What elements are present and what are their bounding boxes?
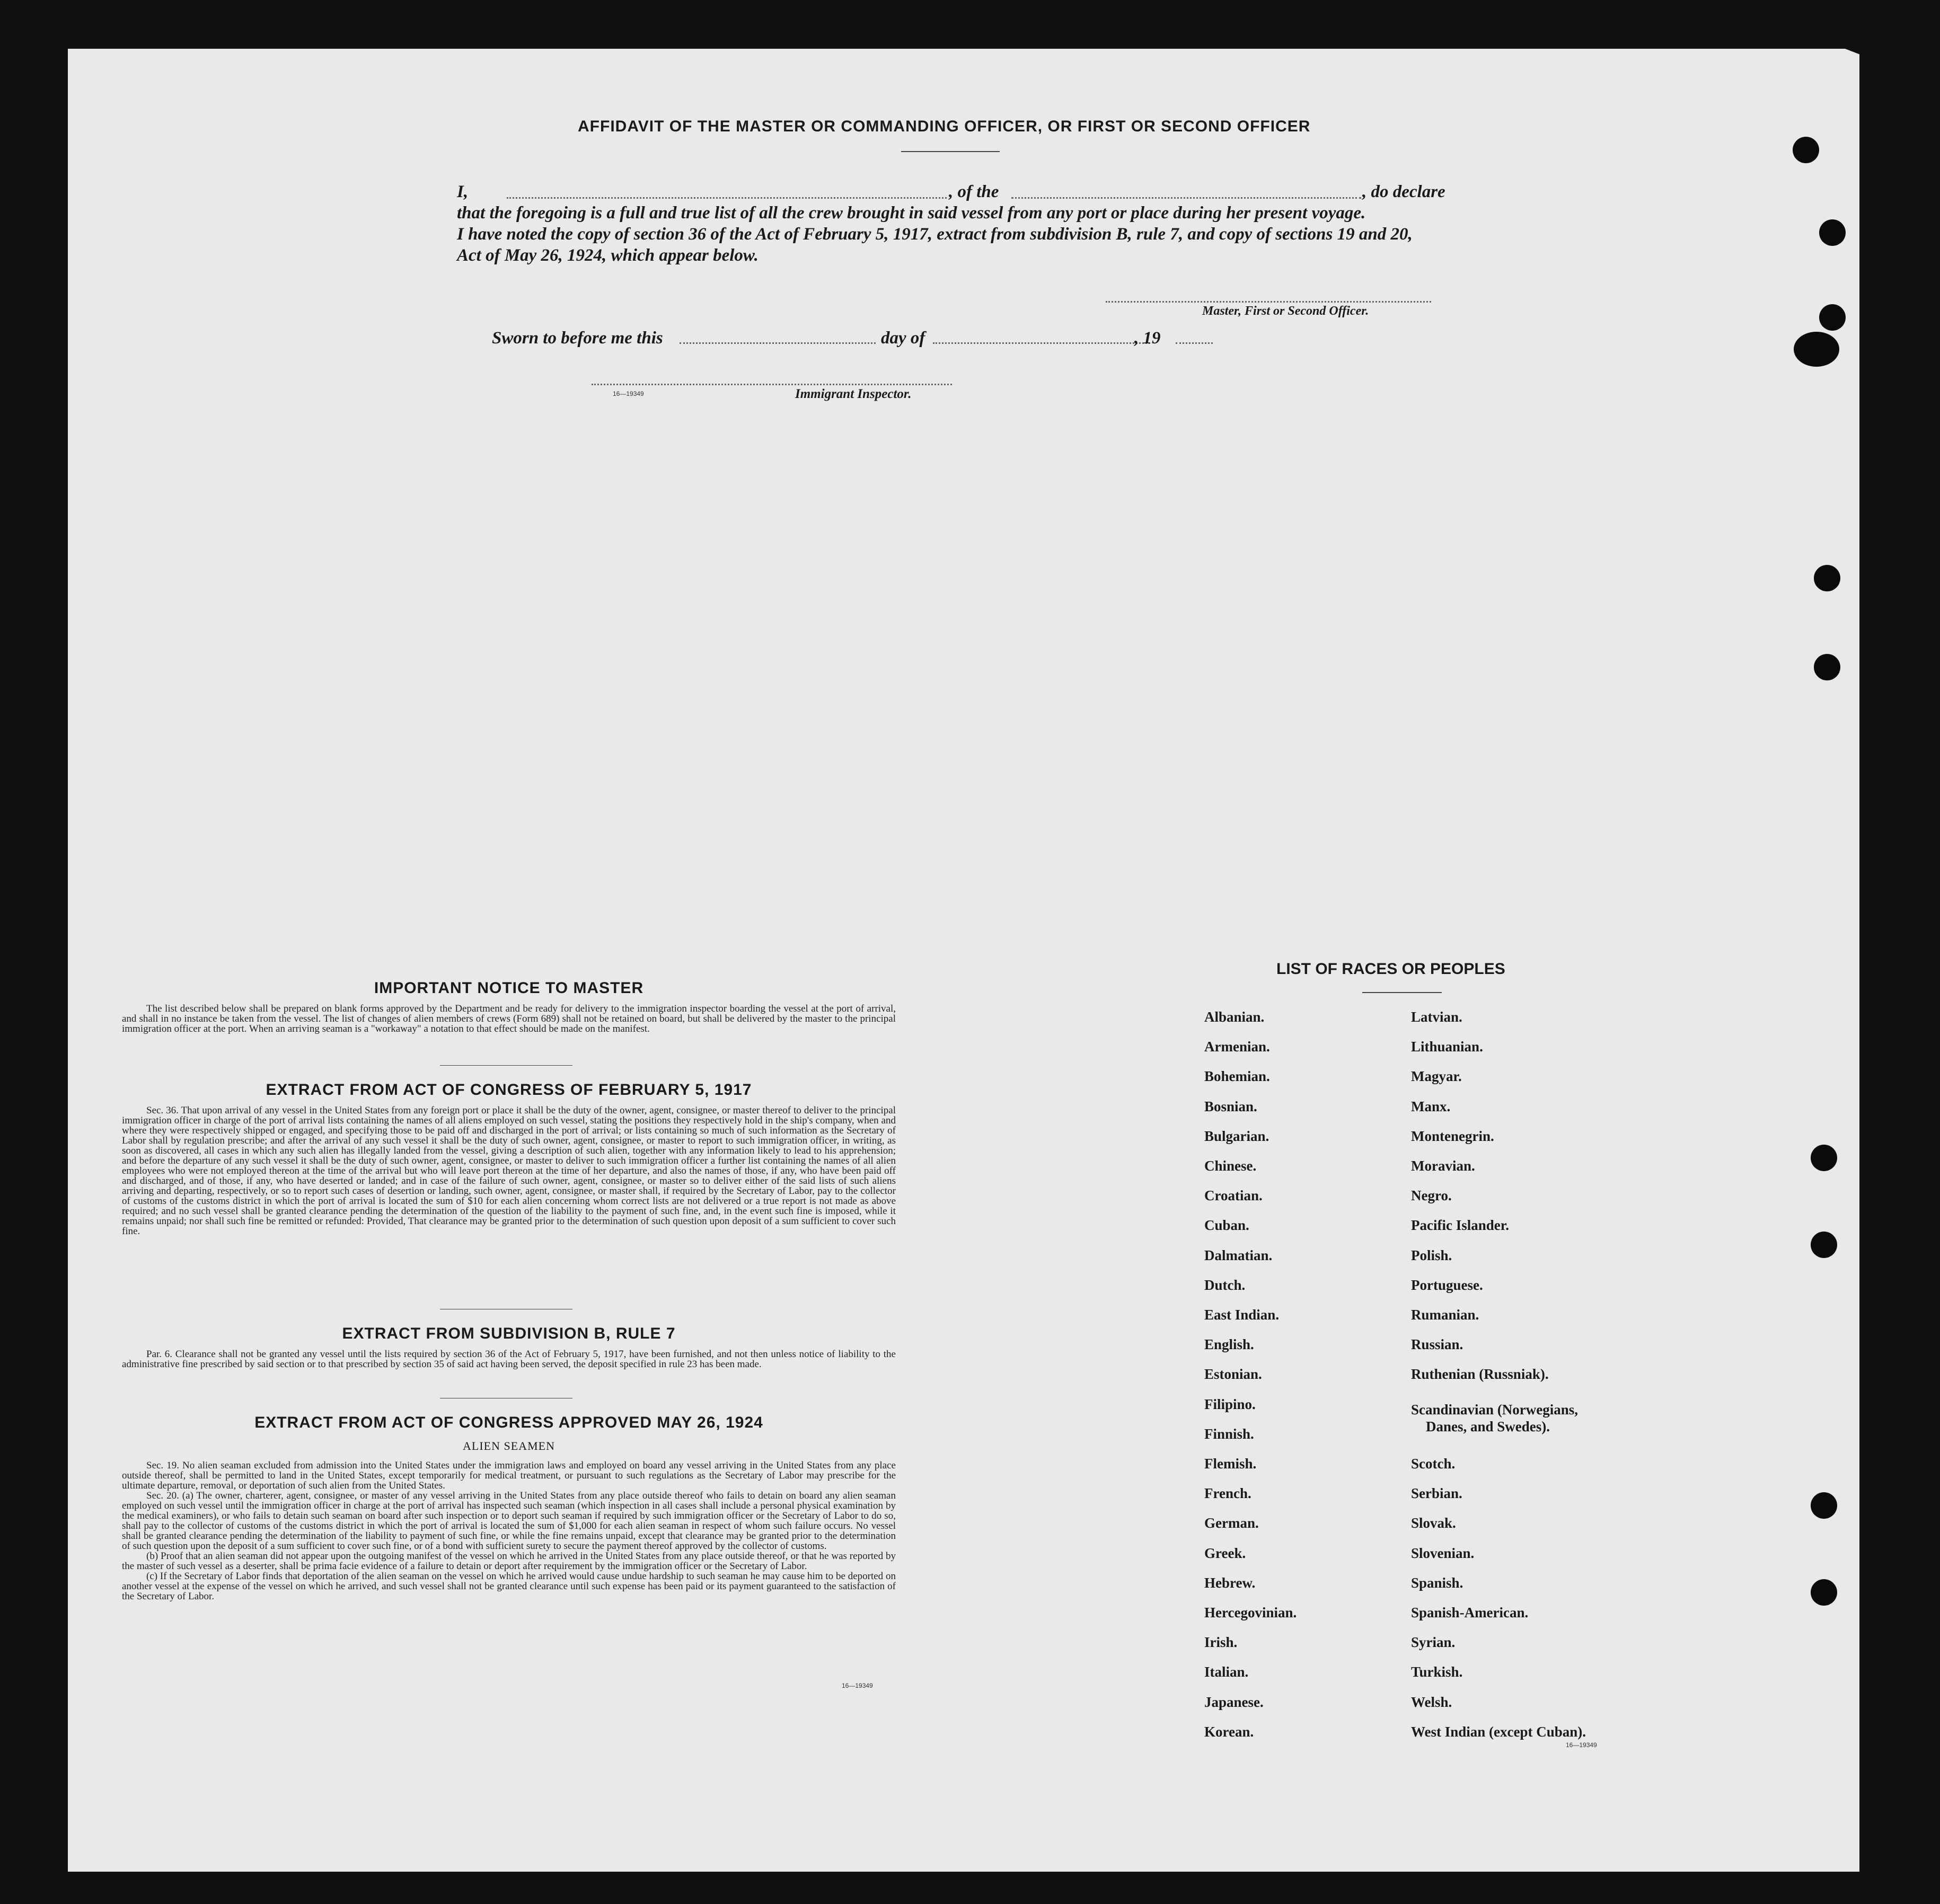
- race-item: Polish.: [1411, 1247, 1452, 1263]
- race-item: Latvian.: [1411, 1009, 1462, 1025]
- race-item: Greek.: [1204, 1545, 1246, 1561]
- master-signature-label: Master, First or Second Officer.: [1202, 304, 1369, 318]
- notice-text: The list described below shall be prepared on blank forms approved by the Department and be ready for delivery to the immigration inspector boarding the vessel at the port of arrival, and shall in no instance be taken from the vessel. The list of changes of alien members of crews (Form 689) shall not be retained on board, but shall be delivered by the master to the principal immigration officer at the port. When an arriving seaman is a "workaway" a notation to that effect should be made on the manifest.: [122, 1003, 896, 1034]
- race-item: Ruthenian (Russniak).: [1411, 1366, 1549, 1383]
- affidavit-of-the-label: , of the: [949, 182, 999, 201]
- race-item: Serbian.: [1411, 1485, 1462, 1502]
- race-item: Slovak.: [1411, 1515, 1456, 1531]
- race-item: German.: [1204, 1515, 1259, 1531]
- affidavit-i-label: I,: [457, 182, 469, 201]
- race-item: Rumanian.: [1411, 1307, 1479, 1323]
- race-item: Scandinavian (Norwegians,: [1411, 1401, 1579, 1418]
- race-item: English.: [1204, 1336, 1254, 1353]
- race-item: Japanese.: [1204, 1694, 1264, 1710]
- punch-hole: [1819, 304, 1846, 331]
- race-item: Cuban.: [1204, 1217, 1249, 1234]
- punch-hole: [1814, 654, 1840, 680]
- year-blank: [1176, 342, 1213, 344]
- extract-1917-title: EXTRACT FROM ACT OF CONGRESS OF FEBRUARY 5, 1917: [266, 1081, 752, 1099]
- race-item: Magyar.: [1411, 1068, 1462, 1085]
- race-item: Bulgarian.: [1204, 1128, 1269, 1144]
- race-item: Negro.: [1411, 1188, 1452, 1204]
- affidavit-do-declare: , do declare: [1362, 182, 1445, 201]
- punch-hole: [1811, 1145, 1837, 1171]
- punch-hole: [1819, 219, 1846, 246]
- punch-hole: [1814, 565, 1840, 591]
- race-item: Scotch.: [1411, 1456, 1456, 1472]
- race-item: Dutch.: [1204, 1277, 1246, 1293]
- punch-hole: [1793, 137, 1819, 163]
- race-item: Russian.: [1411, 1336, 1463, 1353]
- races-form-number: 16—19349: [1566, 1741, 1597, 1749]
- race-item: Hebrew.: [1204, 1574, 1256, 1591]
- divider: [1362, 992, 1442, 993]
- name-blank: [507, 197, 947, 199]
- affidavit-title: AFFIDAVIT OF THE MASTER OR COMMANDING OFFICER, OR FIRST OR SECOND OFFICER: [578, 118, 1311, 135]
- extract-1924-text: Sec. 19. No alien seaman excluded from admission into the United States under the immigration laws and employed on board any vessel arriving in the United States from any place outside thereof, shall be permitted to land in the United States, except temporarily for medical treatment, or pursuant to such regulations as the Secretary of Labor may prescribe for the ultimate departure, removal, or deportation of such alien from the United States. Sec. 20. (a) The owner, charterer, agent, consignee, or master of any vessel arriving in the United States from any place outside thereof who fails to detain on board any alien seaman employed on such vessel until the immigration officer in charge at the port of arrival has inspected such seaman (which inspection in all cases shall include a personal physical examination by the medical examiners), or who fails to detain such seaman on board after such inspection or to deport such seaman if required by such immigration officer or the Secretary of Labor to do so, shall pay to the collector of customs of the customs district in which the port of arrival is located the sum of $1,000 for each alien seaman in respect of whom such failure occurs. No vessel shall be granted clearance pending the determination of the liability to payment of such fine, or while the fine remains unpaid, except that clearance may be granted prior to the determination of such question upon the deposit of a sum sufficient to cover such fine, or of a bond with sufficient surety to secure the payment thereof approved by the collector of customs. (b) Proof that an alien seaman did not appear upon the outgoing manifest of the vessel on which he arrived in the United States from any place outside thereof, or that he was reported by the master of such vessel as a deserter, shall be prima facie evidence of a failure to detain or deport after requirement by the immigration officer or the Secretary of Labor. (c) If the Secretary of Labor finds that deportation of the alien seaman on the vessel on which he arrived would cause undue hardship to such seaman he may cause him to be deported on another vessel at the expense of the vessel on which he arrived, and such vessel shall not be granted clearance until such expense has been paid or its payment guaranteed to the satisfaction of the Secretary of Labor.: [122, 1460, 896, 1602]
- extract-rule7-text: Par. 6. Clearance shall not be granted any vessel until the lists required by section 36 of the Act of February 5, 1917, have been furnished, and not then unless notice of liability to the administrative fine prescribed by said section or to that prescribed by section 35 of said act having been served, the deposit specified in rule 23 has been made.: [122, 1349, 896, 1370]
- race-item: Finnish.: [1204, 1425, 1254, 1442]
- race-item: Flemish.: [1204, 1456, 1257, 1472]
- race-item: Hercegovinian.: [1204, 1605, 1297, 1620]
- extract-1917-text: Sec. 36. That upon arrival of any vessel in the United States from any foreign port or place it shall be the duty of the owner, agent, consignee, or master thereof to deliver to the principal immigration officer in charge of the port of arrival lists containing the names of all aliens employed on such vessel, stating the positions they respectively hold in the ship's company, when and where they were respectively shipped or engaged, and specifying those to be paid off and discharged in the port of arrival; or lists containing so much of such information as the Secretary of Labor shall by regulation prescribe; and after the arrival of any such vessel it shall be the duty of such owner, agent, consignee, or master to report to such immigration officer, in writing, as soon as discovered, all cases in which any such alien has illegally landed from the vessel, giving a description of such alien, together with any information likely to lead to his apprehension; and before the departure of any such vessel it shall be the duty of such owner, agent, consignee, or master to deliver to such immigration officer a further list containing the names of all alien employees who were not employed thereon at the time of the arrival but who will leave port thereon at the time of her departure, and also the names of those, if any, who have been paid off and discharged, and of those, if any, who have deserted or landed; and in case of the failure of such owner, agent, consignee, or master so to deliver either of the said lists of such aliens arriving and departing, respectively, or so to report such cases of desertion or landing, such owner, agent, consignee, or master shall, if required by the Secretary of Labor, pay to the collector of customs of the customs district in which the port of arrival is located the sum of $10 for each alien concerning whom correct lists are not delivered or a true report is not made as above required; and no such vessel shall be granted clearance pending the determination of the question of the liability to the payment of such fine, and, in the event such fine is imposed, while it remains unpaid; nor shall such fine be remitted or refunded: Provided, That clearance may be granted prior to the determination of such question upon deposit of a sum sufficient to cover such fine.: [122, 1105, 896, 1237]
- race-item: Welsh.: [1411, 1694, 1452, 1710]
- sworn-month-blank: [933, 342, 1150, 344]
- race-item: Pacific Islander.: [1411, 1217, 1509, 1234]
- race-item: Manx.: [1411, 1098, 1451, 1114]
- punch-hole: [1811, 1232, 1837, 1258]
- affidavit-line-4: Act of May 26, 1924, which appear below.: [457, 246, 759, 265]
- race-item: Dalmatian.: [1204, 1247, 1273, 1263]
- race-item: Korean.: [1204, 1723, 1254, 1740]
- races-title: LIST OF RACES OR PEOPLES: [1276, 960, 1505, 978]
- race-item: Filipino.: [1204, 1396, 1256, 1412]
- divider: [440, 1065, 572, 1066]
- affidavit-form-number: 16—19349: [613, 390, 644, 397]
- punch-hole: [1794, 332, 1839, 367]
- race-item: Slovenian.: [1411, 1545, 1475, 1561]
- extract-rule7-title: EXTRACT FROM SUBDIVISION B, RULE 7: [342, 1325, 676, 1342]
- day-of-label: day of: [881, 329, 925, 348]
- race-item: Syrian.: [1411, 1634, 1456, 1651]
- race-item: Lithuanian.: [1411, 1039, 1483, 1055]
- extract-1924-title: EXTRACT FROM ACT OF CONGRESS APPROVED MAY 26, 1924: [254, 1414, 763, 1431]
- race-item: Bosnian.: [1204, 1098, 1257, 1114]
- inspector-label: Immigrant Inspector.: [795, 387, 912, 401]
- sworn-day-blank: [680, 342, 876, 344]
- race-item: Irish.: [1204, 1634, 1238, 1651]
- vessel-blank: [1011, 197, 1361, 199]
- race-item: Danes, and Swedes).: [1426, 1418, 1550, 1434]
- race-item: Chinese.: [1204, 1158, 1257, 1174]
- race-item: East Indian.: [1204, 1307, 1280, 1323]
- race-item: Croatian.: [1204, 1188, 1263, 1204]
- race-item: Italian.: [1204, 1664, 1249, 1680]
- punch-hole: [1811, 1492, 1837, 1519]
- master-signature-line: [1106, 301, 1431, 303]
- race-item: French.: [1204, 1485, 1251, 1502]
- race-item: Armenian.: [1204, 1039, 1270, 1055]
- sworn-label: Sworn to before me this: [492, 329, 663, 348]
- race-item: West Indian (except Cuban).: [1411, 1723, 1586, 1740]
- inspector-signature-line: [592, 384, 952, 385]
- race-item: Estonian.: [1204, 1366, 1262, 1383]
- notice-title: IMPORTANT NOTICE TO MASTER: [374, 979, 644, 997]
- race-item: Turkish.: [1411, 1664, 1463, 1680]
- punch-hole: [1811, 1579, 1837, 1606]
- alien-seamen-subtitle: ALIEN SEAMEN: [463, 1439, 555, 1453]
- affidavit-line-3: I have noted the copy of section 36 of the Act of February 5, 1917, extract from subdivision B, rule 7, and copy of sections 19 and 20,: [457, 225, 1413, 244]
- race-item: Albanian.: [1204, 1009, 1265, 1025]
- race-item: Montenegrin.: [1411, 1128, 1494, 1144]
- divider: [901, 151, 1000, 152]
- race-item: Spanish-American.: [1411, 1605, 1529, 1620]
- race-item: Bohemian.: [1204, 1068, 1270, 1085]
- race-item: Moravian.: [1411, 1158, 1475, 1174]
- race-item: Spanish.: [1411, 1574, 1463, 1591]
- year-prefix: , 19: [1134, 329, 1161, 348]
- race-item: Portuguese.: [1411, 1277, 1483, 1293]
- extract-form-number: 16—19349: [842, 1682, 873, 1689]
- affidavit-line-2: that the foregoing is a full and true list of all the crew brought in said vessel from any port or place during her present voyage.: [457, 203, 1366, 223]
